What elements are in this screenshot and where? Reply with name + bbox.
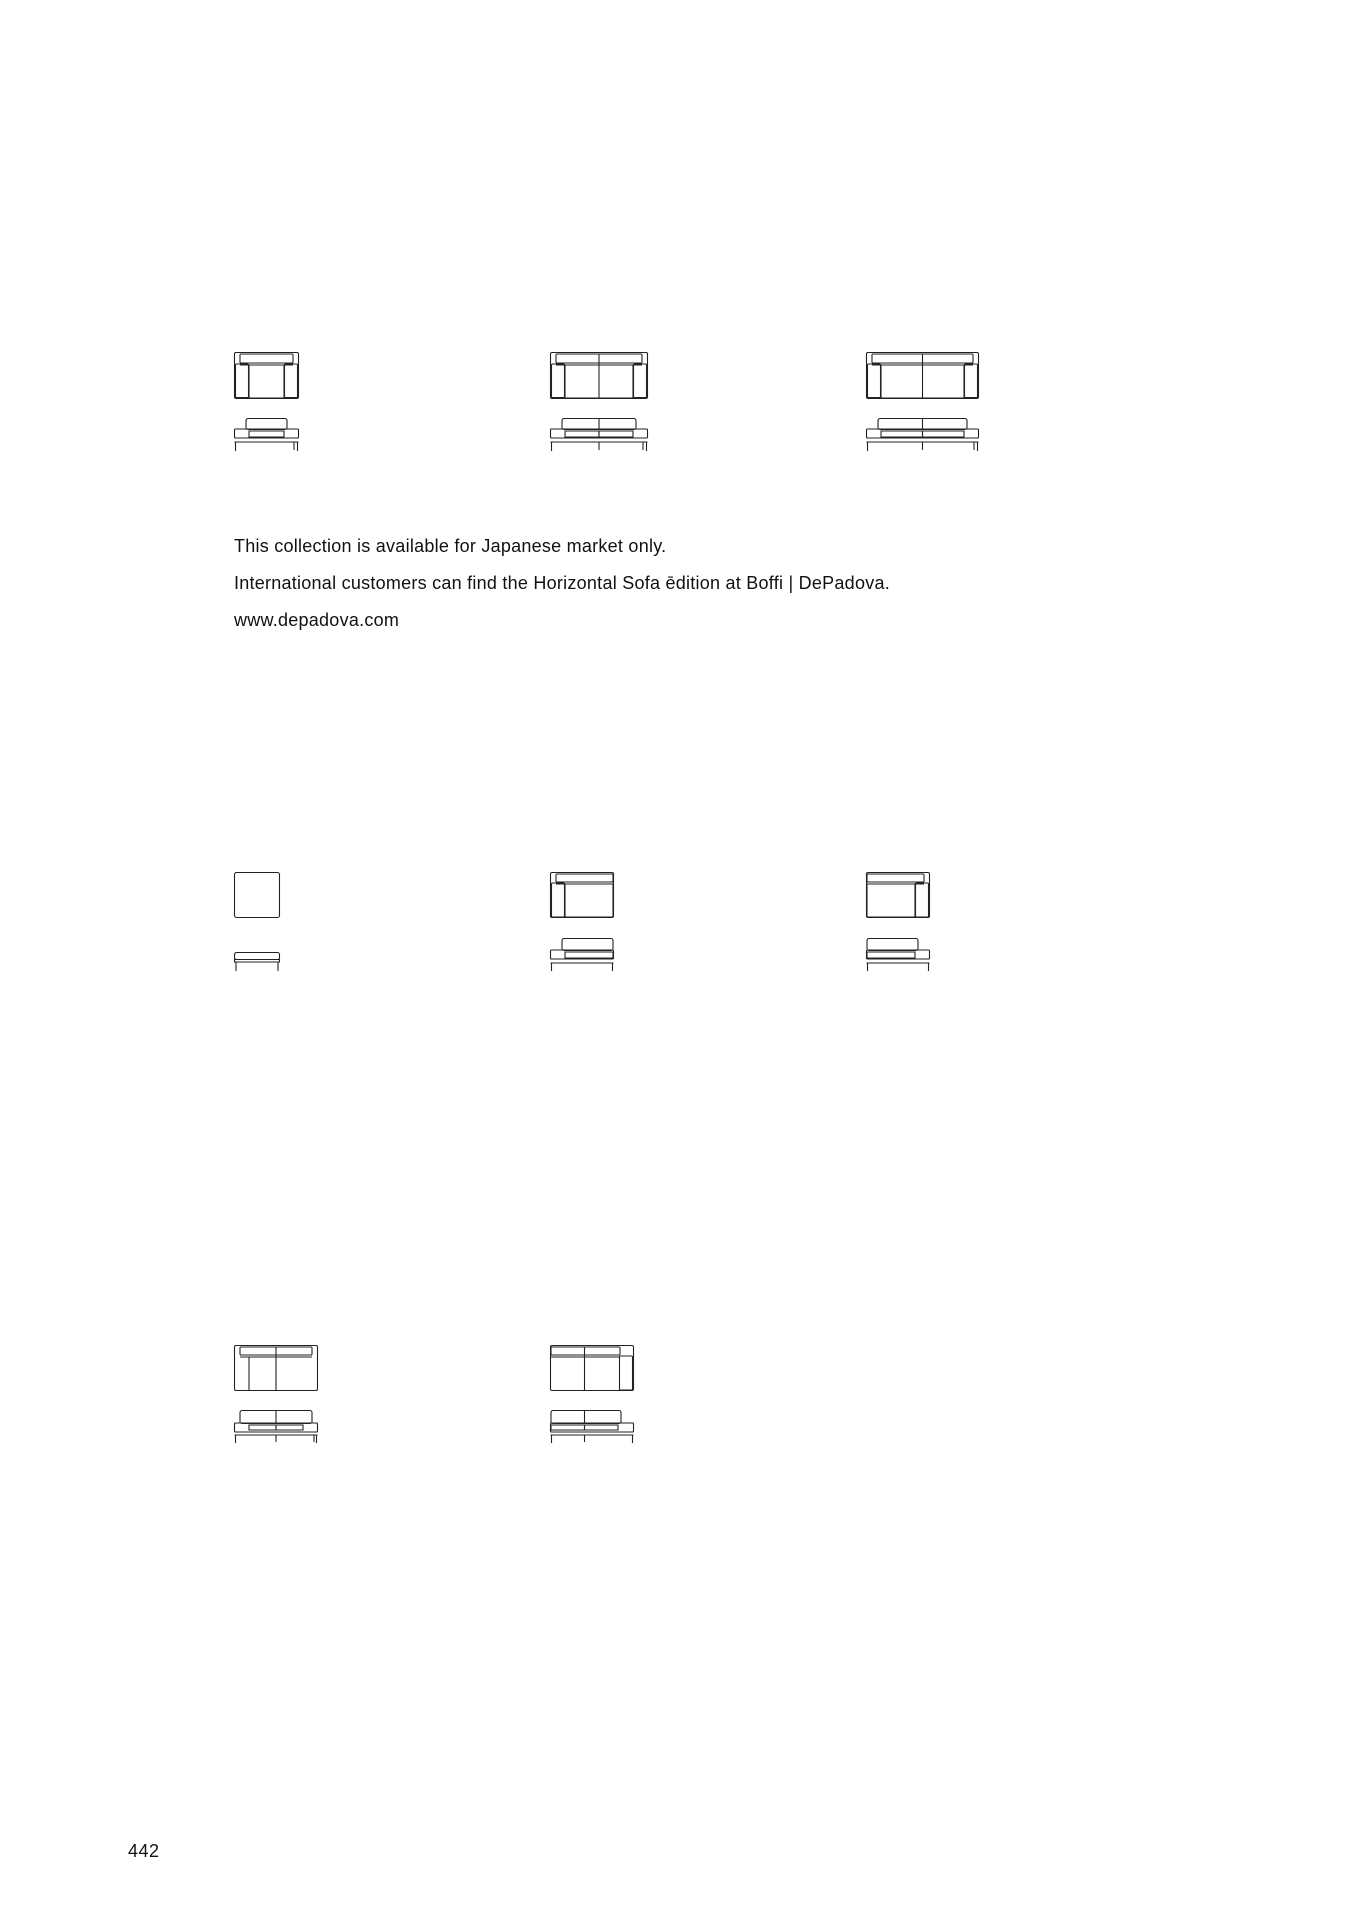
armless-sofa-elevation-drawing xyxy=(234,1410,318,1444)
ottoman-plan-drawing xyxy=(234,872,280,918)
armless-sofa-plan-drawing xyxy=(234,1345,318,1391)
armchair-elevation-drawing xyxy=(234,418,299,452)
corner-module-right-elevation-drawing xyxy=(866,938,930,972)
availability-notice xyxy=(234,528,1134,639)
page-number: 442 xyxy=(128,1841,160,1861)
one-arm-sofa-plan-drawing xyxy=(550,1345,634,1391)
website-link[interactable]: www.depadova.com xyxy=(234,610,400,630)
armchair-plan-drawing xyxy=(234,352,299,399)
two-seater-sofa-plan-drawing xyxy=(550,352,648,399)
corner-module-left-plan-drawing xyxy=(550,872,614,918)
corner-module-right-plan-drawing xyxy=(866,872,930,918)
three-seater-sofa-plan-drawing xyxy=(866,352,979,399)
one-arm-sofa-elevation-drawing xyxy=(550,1410,634,1444)
ottoman-elevation-drawing xyxy=(234,952,280,972)
corner-module-left-elevation-drawing xyxy=(550,938,614,972)
availability-notice-line: This collection is available for Japanese market only. xyxy=(234,536,667,556)
international-customers-line: International customers can find the Horizontal Sofa ēdition at Boffi | DePadova. xyxy=(234,573,890,593)
two-seater-sofa-elevation-drawing xyxy=(550,418,648,452)
three-seater-sofa-elevation-drawing xyxy=(866,418,979,452)
